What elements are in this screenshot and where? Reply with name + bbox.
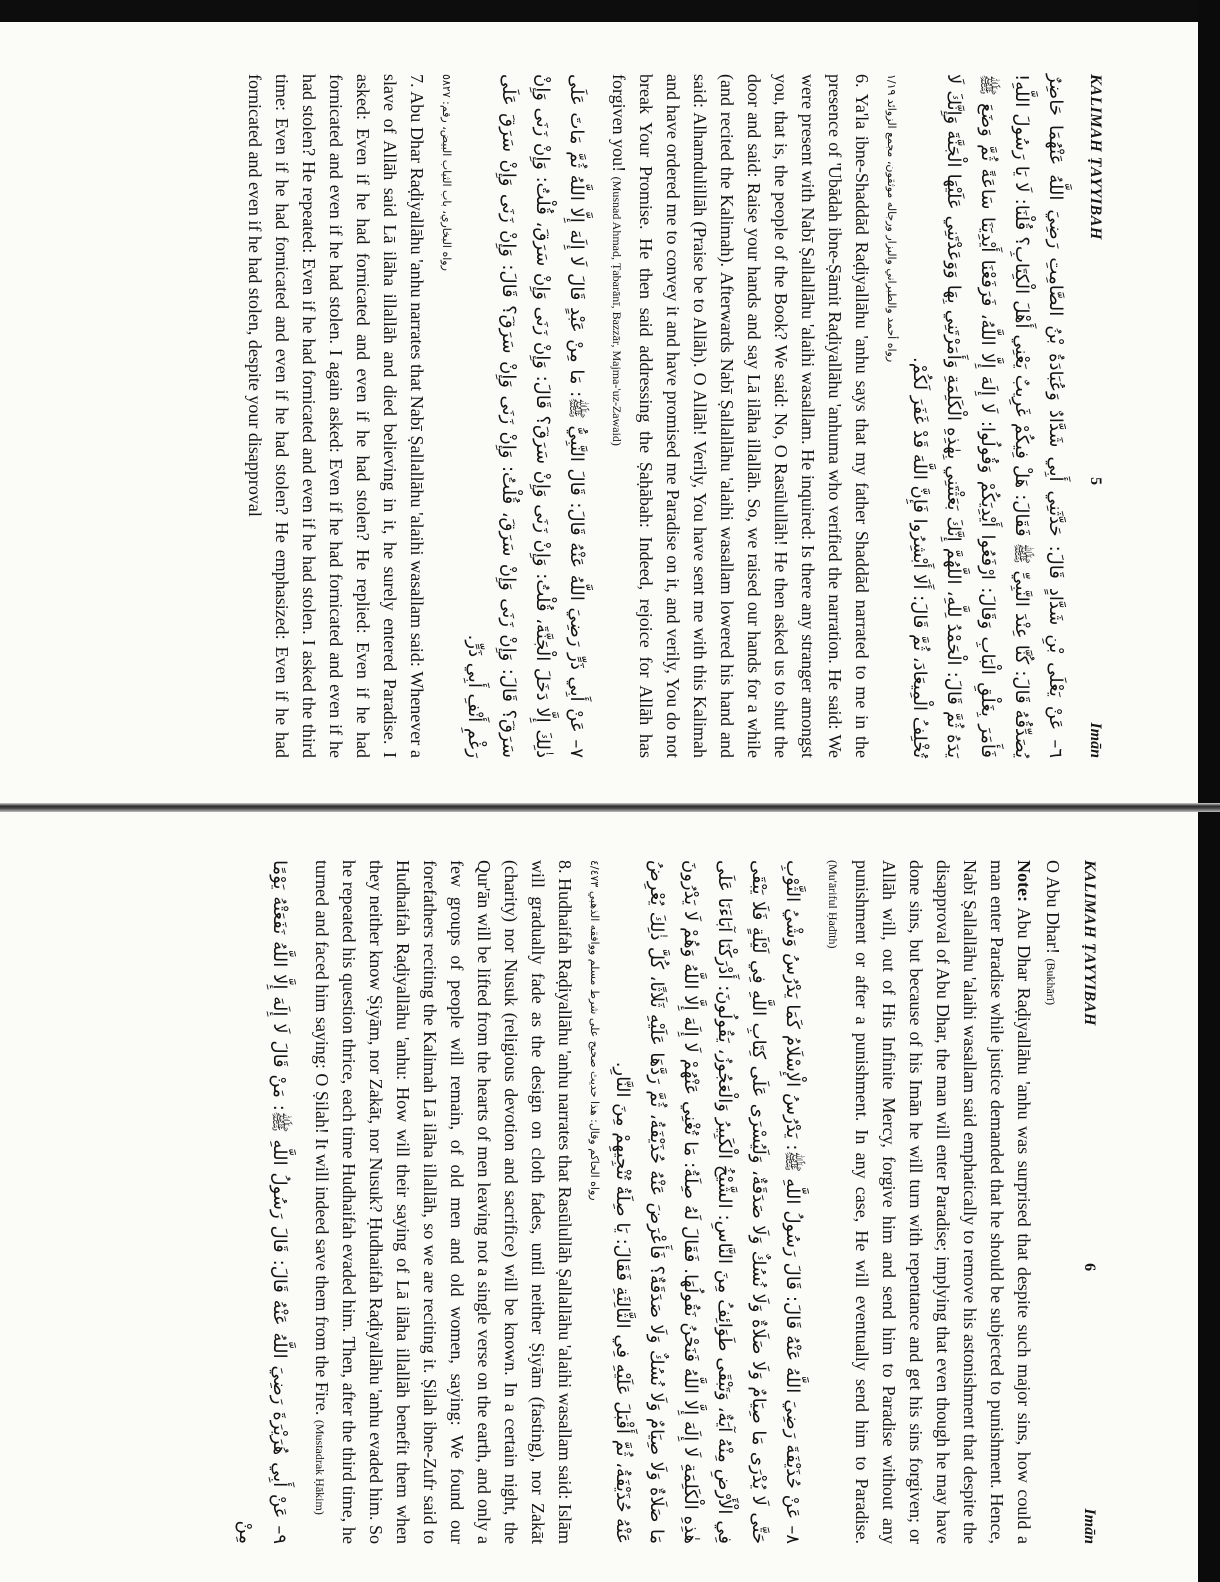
book-title: KALIMAH ṬAYYIBAH — [1081, 860, 1098, 1026]
continuation-source: (Bukhārī) — [1044, 958, 1058, 1006]
hadith-7-text: 7. Abu Dhar Raḍiyallāhu 'anhu narrates that Nabī Ṣallallāhu 'alaihi wasallam said: Whenever a slave of Allāh said Lā ilāha illallāh and died believing in it, he surely entered Paradise. I asked: Even if he had fornicated and even if he had stolen? He replied: Even if he had fornicated and even if he had stolen. I again asked: Even if he had fornicated and even if he had stolen? He repeated: Even if he had fornicated and even if he had stolen. I asked the third time: Even if he had fornicated and even if he had stolen? He emphasized: Even if he had fornicated and even if he had stolen, despite your disapproval — [245, 74, 427, 758]
book-page-5 — [60, 46, 1120, 786]
page-gutter — [0, 803, 1220, 812]
hadith-6-translation — [603, 74, 875, 758]
hadith-7-arabic: ٧– عَنْ أَبِي ذَرٍّ رَضِيَ اللَّهُ عَنْهُ قَالَ: قَالَ النَّبِيُّ ﷺ: مَا مِنْ عَبْدٍ قَالَ لَا إِلَهَ إِلَّا اللَّهُ ثُمَّ مَاتَ عَلَى ذٰلِكَ إِلَّا دَخَلَ الْجَنَّةَ، قُلْتُ: وَإِنْ زَنَى وَإِنْ سَرَقَ؟ قَالَ: وَإِنْ زَنَى وَإِنْ سَرَقَ، قُلْتُ: وَإِنْ زَنَى وَإِنْ سَرَقَ؟ قَالَ: وَإِنْ زَنَى وَإِنْ سَرَقَ، قُلْتُ: وَإِنْ زَنَى وَإِنْ سَرَقَ؟ قَالَ: وَإِنْ زَنَى وَإِنْ سَرَقَ عَلَى رَغْمِ أَنْفِ أَبِي ذَرٍّ. — [464, 74, 587, 758]
hadith-8-arabic: ٨– عَنْ حُذَيْفَةَ رَضِيَ اللَّهُ عَنْهُ قَالَ: قَالَ رَسُولُ اللَّهِ ﷺ: يَدْرُسُ الْإِسْلَامُ كَمَا يَدْرُسُ وَشْيُ الثَّوْبِ حَتَّى لَا يُدْرَى مَا صِيَامٌ وَلَا صَلَاةٌ وَلَا نُسُكٌ وَلَا صَدَقَةٌ، وَلَيُسْرَى عَلَى كِتَابِ اللَّهِ فِي لَيْلَةٍ فَلَا يَبْقَى فِي الْأَرْضِ مِنْهُ آيَةٌ، وَتَبْقَى طَوَائِفُ مِنَ النَّاسِ: الشَّيْخُ الْكَبِيرُ وَالْعَجُوزُ، يَقُولُونَ: أَدْرَكْنَا آبَاءَنَا عَلَى هٰذِهِ الْكَلِمَةِ لَا إِلَهَ إِلَّا اللَّهُ فَنَحْنُ نَقُولُهَا. فَقَالَ لَهُ صِلَةُ: مَا تُغْنِي عَنْهُمْ لَا إِلَهَ إِلَّا اللَّهُ وَهُمْ لَا يَدْرُونَ مَا صَلَاةٌ وَلَا صِيَامٌ وَلَا نُسُكٌ وَلَا صَدَقَةٌ؟ فَأَعْرَضَ عَنْهُ حُذَيْفَةُ، ثُمَّ رَدَّهَا عَلَيْهِ ثَلَاثًا، كُلَّ ذٰلِكَ يُعْرِضُ عَنْهُ حُذَيْفَةُ، ثُمَّ أَقْبَلَ عَلَيْهِ فِي الثَّالِثَةِ فَقَالَ: يَا صِلَةُ تُنْجِيهِمْ مِنَ النَّارِ. — [612, 860, 803, 1544]
chapter-title: Imān — [1081, 1508, 1098, 1544]
hadith-8-arabic-source: رواه الحاكم وقال: هذا حديث صحيح على شرط مسلم ووافقه الذهبي ٤/٤٧٣ — [588, 860, 601, 1201]
page-number: 6 — [1081, 1263, 1098, 1272]
running-header — [1080, 860, 1098, 1544]
hadith-6-source: (Musnad Ahmad, Ṭabarānī, Bazzār, Majma-'uz-Zawaid) — [610, 176, 624, 446]
note-paragraph — [819, 860, 1037, 1544]
hadith-8-translation — [306, 860, 578, 1544]
hadith-7-translation — [241, 74, 430, 758]
hadith-6-arabic: ٦– عَنْ يَعْلَى بْنِ شَدَّادٍ قَالَ: حَدَّثَنِي أَبِي شَدَّادٌ وَعُبَادَةُ بْنُ الصَّامِتِ رَضِيَ اللَّهُ عَنْهُمَا حَاضِرٌ يُصَدِّقُهُ قَالَ: كُنَّا عِنْدَ النَّبِيِّ ﷺ فَقَالَ: هَلْ فِيكُمْ غَرِيبٌ يَعْنِي أَهْلَ الْكِتَابِ؟ قُلْنَا: لَا يَا رَسُولَ اللَّهِ! فَأَمَرَ بِغَلْقِ الْبَابِ وَقَالَ: ارْفَعُوا أَيْدِيَكُمْ وَقُولُوا: لَا إِلَهَ إِلَّا اللَّهُ، فَرَفَعْنَا أَيْدِيَنَا سَاعَةً ثُمَّ وَضَعَ ﷺ يَدَهُ ثُمَّ قَالَ: الْحَمْدُ لِلَّهِ، اللَّهُمَّ إِنَّكَ بَعَثْتَنِي بِهٰذِهِ الْكَلِمَةِ وَأَمَرْتَنِي بِهَا وَوَعَدْتَنِي عَلَيْهَا الْجَنَّةَ وَإِنَّكَ لَا تُخْلِفُ الْمِيعَادَ، ثُمَّ قَالَ: أَلَا أَبْشِرُوا فَإِنَّ اللَّهَ قَدْ غَفَرَ لَكُمْ. — [909, 74, 1066, 758]
hadith-7-continuation — [1037, 860, 1066, 1544]
running-header — [1086, 74, 1104, 758]
hadith-8-source: (Mustadrak Ḥākim) — [313, 1419, 327, 1515]
hadith-7-arabic-source: رواه البخاري، باب الثياب البيض، رقم: ٥٨٢٧ — [440, 74, 453, 271]
note-source: (Mu'āriful Ḥadīth) — [826, 860, 840, 949]
hadith-6-arabic-source: رواه أحمد والطبراني والبزار ورجاله موثقون، مجمع الزوائد ١/١٩ — [885, 74, 898, 363]
scan-edge-right — [1198, 0, 1220, 1582]
book-title: KALIMAH ṬAYYIBAH — [1087, 74, 1104, 240]
hadith-9-arabic: ٩– عَنْ أَبِي هُرَيْرَةَ رَضِيَ اللَّهُ عَنْهُ قَالَ: قَالَ رَسُولُ اللَّهِ ﷺ: مَنْ قَالَ لَا إِلَهَ إِلَّا اللَّهُ نَفَعَتْهُ يَوْمًا مِنْ — [235, 860, 290, 1544]
book-page-6 — [54, 832, 1114, 1572]
page-number: 5 — [1087, 477, 1104, 486]
scan-edge-top — [0, 0, 1220, 22]
chapter-title: Imān — [1087, 722, 1104, 758]
hadith-8-text: 8. Hudhaifah Raḍiyallāhu 'anhu narrates that Rasūlullāh Ṣallallāhu 'alaihi wasallam said: Islām will gradually fade as the design on cloth fades, until neither Ṣiyām (fasting), nor Zakāt (charity) nor Nusuk (religious devotion and sacrifice) will be known. In a certain night, the Qur'ān will be lifted from the hearts of men leaving not a single verse on the earth, and only a few groups of people will remain, of old men and old women, saying: We found our forefathers reciting the Kalimah Lā ilāha illallāh, so we are reciting it. Ṣilah ibne-Zufr said to Hudhaifah Raḍiyallāhu 'anhu: How will their saying of Lā ilāha illallāh benefit them when they neither know Ṣiyām, nor Zakāt, nor Nusuk? Ḥudhaifah Raḍiyallāhu 'anhu evaded him. So he repeated his question thrice, each time Hudhaifah evaded him. Then, after the third time, he turned and faced him saying: O Ṣilah! It will indeed save them from the Fire. — [312, 860, 575, 1544]
note-label: Note: — [1014, 860, 1034, 902]
hadith-6-text: 6. Ya'la ibne-Shaddād Raḍiyallāhu 'anhu says that my father Shaddād narrated to me in the presence of 'Ubādah ibne-Ṣāmit Raḍiyallāhu 'anhuma who verified the narration. He said: We were present with Nabī Ṣallallāhu 'alaihi wasallam. He inquired: Is there any stranger amongst you, that is, the people of the Book? We said: No, O Rasūlullāh! He then asked us to shut the door and said: Raise your hands and say Lā ilāha illallāh. So, we raised our hands for a while (and recited the Kalimah). Afterwards Nabī Ṣallallāhu 'alaihi wasallam lowered his hand and said: Alhamdulillāh (Praise be to Allāh). O Allāh! Verily, You have sent me with this Kalimah and have ordered me to convey it and have promised me Paradise on it, and verily, You do not break Your Promise. He then said addressing the Ṣaḥābah: Indeed, rejoice for Allāh has forgiven you! — [609, 74, 872, 758]
continuation-text: O Abu Dhar! — [1043, 860, 1063, 954]
note-text: Abu Dhar Raḍiyallāhu 'anhu was surprised that despite such major sins, how could a man enter Paradise while justice demanded that he should be subjected to punishment. Hence, Nabī Ṣallallāhu 'alaihi wasallam said emphatically to remove his astonishment that despite the disapproval of Abu Dhar, the man will enter Paradise; implying that even though he may have done sins, but because of his Imān he will turn with repentance and get his sins forgiven; or Allāh will, out of His Infinite Mercy, forgive him and send him to Paradise without any punishment or after a punishment. In any case, He will eventually send him to Paradise. — [852, 860, 1034, 1544]
